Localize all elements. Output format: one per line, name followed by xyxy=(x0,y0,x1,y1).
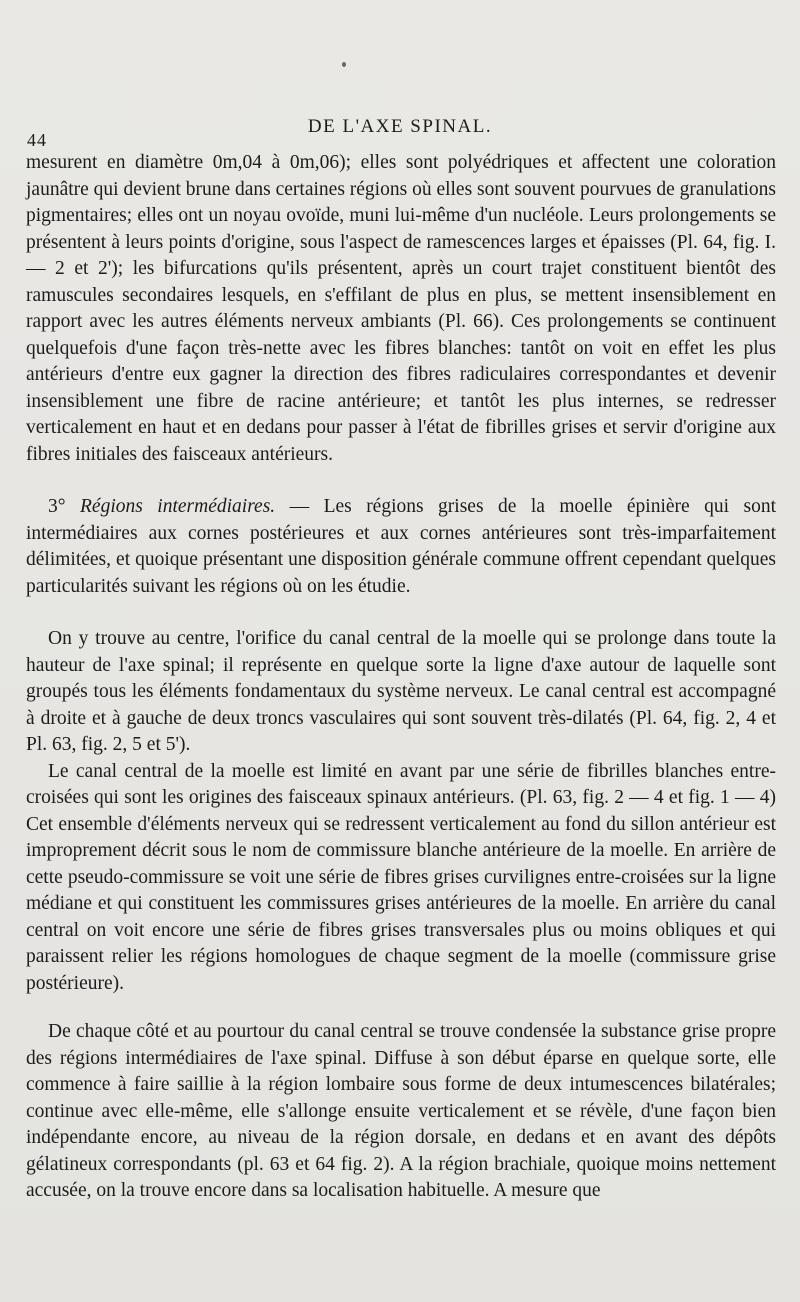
section-number: 3° xyxy=(48,496,66,517)
paragraph: Le canal central de la moelle est limité en avant par une série de fibrilles blanches entre-croisées qui sont les origines des faisceaux spinaux antérieurs. (Pl. 63, fig. 2 — 4 et fig. 1 — 4) Cet ensemble d'éléments nerveux qui se redressent verticalement au fond du sillon antérieur est improprement décrit sous le nom de commissure blanche antérieure de la moelle. En arrière de cette pseudo-commissure se voit une série de fibres grises curvilignes entre-croisées sur la ligne médiane et qui constituent les commissures grises antérieures de la moelle. En arrière du canal central on voit encore une série de fibres grises transversales plus ou moins obliques et qui paraissent relier les régions homologues de chaque segment de la moelle (commissure grise postérieure). xyxy=(26,760,776,994)
paragraph-gap xyxy=(26,997,776,1019)
page-number: 44 xyxy=(27,130,47,150)
paragraph-continuation: mesurent en diamètre 0m,04 à 0m,06); elles sont polyédriques et affectent une coloration jaunâtre qui devient brune dans certaines régions où elles sont souvent pourvues de granulations pigmentaires; elles ont un noyau ovoïde, muni lui-même d'un nucléole. Leurs prolongements se présentent à leurs points d'origine, sous l'aspect de ramescences larges et épaisses (Pl. 64, fig. I. — 2 et 2'); les bifurcations qu'ils présentent, après un court trajet constituent bientôt des ramuscules secondaires lesquels, en s'effilant de plus en plus, se mettent insensiblement en rapport avec les autres éléments nerveux ambiants (Pl. 66). Ces prolongements se continuent quelquefois d'une façon très-nette avec les fibres blanches: tantôt on voit en effet les plus antérieurs d'entre eux gagner la direction des fibres radiculaires correspondantes et devenir insensiblement une fibre de racine antérieure; et tantôt les plus internes, se redresser verticalement en haut et en dedans pour passer à l'état de fibrilles grises et servir d'origine aux fibres initiales des faisceaux antérieurs. xyxy=(26,152,777,465)
paragraph: On y trouve au centre, l'orifice du canal central de la moelle qui se prolonge dans toute la hauteur de l'axe spinal; il représente en quelque sorte la ligne d'axe autour de laquelle sont groupés tous les éléments fondamentaux du système nerveux. Le canal central est accompagné à droite et à gauche de deux troncs vasculaires qui sont souvent très-dilatés (Pl. 64, fig. 2, 4 et Pl. 63, fig. 2, 5 et 5'). xyxy=(26,628,776,755)
paragraph-gap xyxy=(26,600,776,626)
ink-speck xyxy=(342,62,346,67)
paragraph-gap xyxy=(26,468,776,494)
running-title: DE L'AXE SPINAL. xyxy=(307,116,493,137)
paragraph: De chaque côté et au pourtour du canal central se trouve condensée la substance grise propre des régions intermédiaires de l'axe spinal. Diffuse à son début éparse en quelque sorte, elle commence à faire saillie à la région lombaire sous forme de deux intumescences bilatérales; continue avec elle-même, elle s'allonge ensuite verticalement et se révèle, d'une façon bien indépendante encore, au niveau de la région dorsale, en dedans et en avant des dépôts gélatineux correspondants (pl. 63 et 64 fig. 2). A la région brachiale, quoique moins nettement accusée, on la trouve encore dans sa localisation habituelle. A mesure que xyxy=(26,1021,776,1201)
section-heading: Régions intermédiaires. xyxy=(80,496,276,517)
body-text xyxy=(26,150,776,1205)
section-paragraph xyxy=(26,494,776,600)
section-text: — Les régions grises de la moelle épinière qui sont intermédiaires aux cornes postérieures et aux cornes antérieures sont très-imparfaitement délimitées, et quoique présentant une disposition générale commune offrent cependant quelques particularités suivant les régions où on les étudie. xyxy=(26,496,776,597)
running-header xyxy=(0,114,800,150)
